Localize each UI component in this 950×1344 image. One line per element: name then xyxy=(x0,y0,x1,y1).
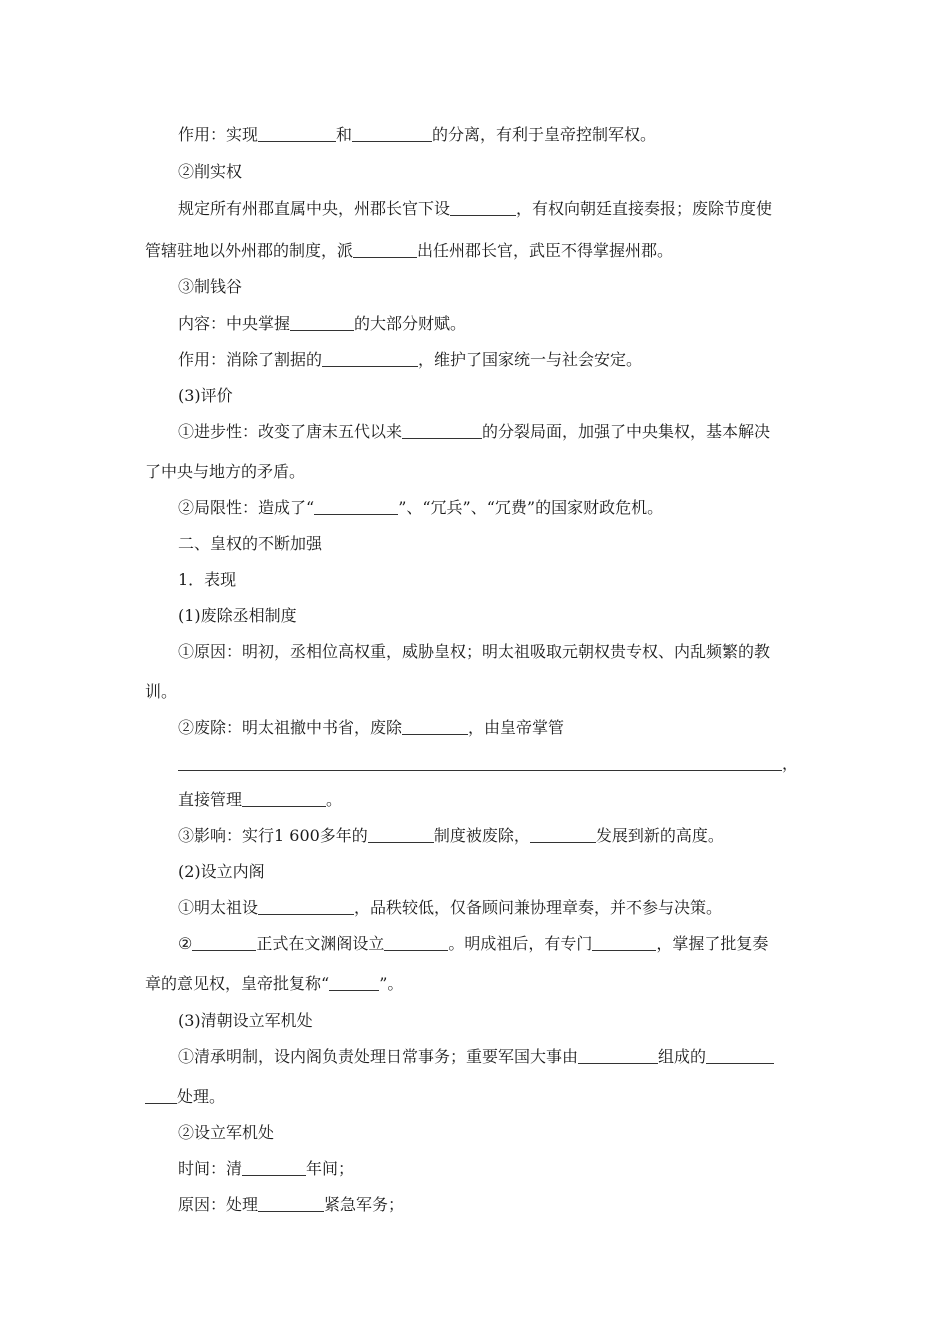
text-line: ①进步性：改变了唐末五代以来 的分裂局面，加强了中央集权，基本解决 xyxy=(178,422,771,441)
text-line: ②设立军机处 xyxy=(178,1123,275,1142)
text-line: ② 正式在文渊阁设立 。明成祖后，有专门 ，掌握了批复奏 xyxy=(178,934,769,953)
text-line: 原因：处理 紧急军务； xyxy=(178,1195,405,1214)
text-line: 章的意见权，皇帝批复称“ ”。 xyxy=(145,974,404,993)
blank-fill xyxy=(322,350,418,367)
text-line: ①明太祖设 ，品秩较低，仅备顾问兼协理章奏，并不参与决策。 xyxy=(178,898,723,917)
text-line: ①原因：明初，丞相位高权重，威胁皇权；明太祖吸取元朝权贵专权、内乱频繁的教 xyxy=(178,642,771,661)
subsection-heading: 1．表现 xyxy=(178,570,237,589)
text-line: ， xyxy=(178,752,808,776)
text-line: ②局限性：造成了“ ”、“冗兵”、“冗费”的国家财政危机。 xyxy=(178,498,664,517)
blank-fill xyxy=(258,125,336,142)
blank-fill xyxy=(329,974,379,991)
blank-fill xyxy=(242,1159,306,1176)
blank-fill xyxy=(352,125,432,142)
text-line: ③影响：实行1 600多年的 制度被废除， 发展到新的高度。 xyxy=(178,826,724,845)
blank-fill xyxy=(258,898,354,915)
blank-fill xyxy=(314,498,398,515)
text-line: 规定所有州郡直属中央，州郡长官下设 ，有权向朝廷直接奏报；废除节度使 xyxy=(178,199,773,218)
blank-fill xyxy=(578,1047,658,1064)
blank-fill xyxy=(290,314,354,331)
text-line: ②削实权 xyxy=(178,162,243,181)
blank-fill xyxy=(706,1047,774,1064)
blank-fill xyxy=(145,1087,177,1104)
text-line: 处理。 xyxy=(145,1085,808,1109)
blank-fill xyxy=(450,199,516,216)
blank-fill xyxy=(592,934,656,951)
blank-fill xyxy=(353,241,417,258)
blank-fill xyxy=(530,826,596,843)
blank-fill xyxy=(368,826,434,843)
text-line: 了中央与地方的矛盾。 xyxy=(145,462,306,481)
text-line: 作用：消除了割据的 ，维护了国家统一与社会安定。 xyxy=(178,350,643,369)
text-line: (1)废除丞相制度 xyxy=(178,606,297,625)
text-line: 直接管理 。 xyxy=(178,790,343,809)
blank-fill xyxy=(402,422,482,439)
text-line: ②废除：明太祖撤中书省，废除 ，由皇帝掌管 xyxy=(178,718,565,737)
text-line: 作用：实现 和 的分离，有利于皇帝控制军权。 xyxy=(178,125,657,144)
blank-fill xyxy=(242,790,326,807)
text-line: 训。 xyxy=(145,682,178,701)
text-line: 内容：中央掌握 的大部分财赋。 xyxy=(178,314,467,333)
text-line: 时间：清 年间； xyxy=(178,1159,355,1178)
text-line: (3)清朝设立军机处 xyxy=(178,1011,313,1030)
text-line: ③制钱谷 xyxy=(178,277,243,296)
blank-fill xyxy=(192,934,256,951)
text-line: (2)设立内阁 xyxy=(178,862,265,881)
text-line: (3)评价 xyxy=(178,386,233,405)
blank-fill xyxy=(384,934,448,951)
blank-fill xyxy=(402,718,468,735)
text-line: 管辖驻地以外州郡的制度，派 出任州郡长官，武臣不得掌握州郡。 xyxy=(145,241,674,260)
blank-fill xyxy=(258,1195,324,1212)
section-heading: 二、皇权的不断加强 xyxy=(178,534,323,553)
blank-fill xyxy=(178,754,782,771)
text-line: ①清承明制，设内阁负责处理日常事务；重要军国大事由 组成的 xyxy=(145,1045,808,1069)
